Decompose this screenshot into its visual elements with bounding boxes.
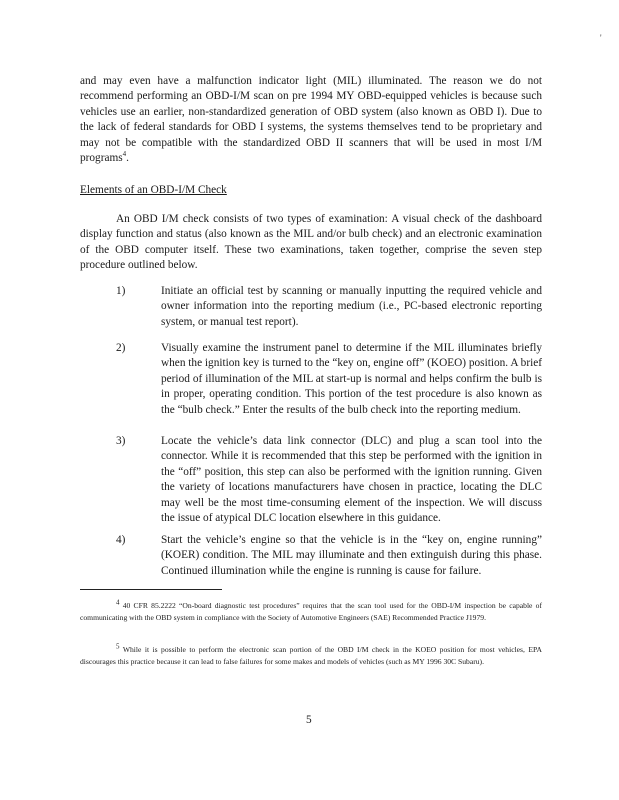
intro-text: and may even have a malfunction indicator light (MIL) illuminated. The reason we do not recommend performing an OBD-I/M scan on pre 1994 MY OBD-equipped vehicles is because such vehicles use an earlier, non-standardized generation of OBD system (also known as OBD I). Due to the lack of federal standards for OBD I systems, the systems themselves tend to be proprietary and may not be compatible with the standardized OBD II scanners that will be used in most I/M programs <box>80 75 542 165</box>
step-4 <box>80 533 542 579</box>
page-number: 5 <box>306 714 312 726</box>
footnote-4 <box>80 600 542 623</box>
step-text: Start the vehicle’s engine so that the vehicle is in the “key on, engine running” (KOER) condition. The MIL may illuminate and then extinguish during this phase. Continued illumination while the engine is running is cause for failure. <box>161 534 542 577</box>
step-text: Initiate an official test by scanning or manually inputting the required vehicle and owner information into the reporting medium (i.e., PC-based electronic reporting system, or manual test report). <box>161 285 542 328</box>
step-text: Locate the vehicle’s data link connector (DLC) and plug a scan tool into the connector. While it is recommended that this step be performed with the ignition in the “off” position, this step can also be performed with the ignition running. Given the variety of locations manufacturers have chosen in practice, locating the DLC may well be the most time-consuming element of the inspection. We will discuss the issue of atypical DLC location elsewhere in this guidance. <box>161 435 542 525</box>
section-heading: Elements of an OBD-I/M Check <box>80 184 227 196</box>
step-number: 3) <box>116 435 126 447</box>
footnote-number: 5 <box>116 642 120 651</box>
intro-paragraph <box>80 74 542 166</box>
footnote-number: 4 <box>116 598 120 607</box>
footnote-5 <box>80 644 542 667</box>
footnote-divider <box>80 589 222 590</box>
step-1 <box>80 284 542 330</box>
corner-mark: ' <box>600 33 602 43</box>
step-number: 4) <box>116 534 126 546</box>
footnote-text: 40 CFR 85.2222 “On-board diagnostic test procedures” requires that the scan tool used for the OBD-I/M inspection be capable of communicating with the OBD system in compliance with the Society of Automotive Engineers (SAE) Recommended Practice J1979. <box>80 601 542 622</box>
body-paragraph: An OBD I/M check consists of two types of examination: A visual check of the dashboard display function and status (also known as the MIL and/or bulb check) and an electronic examination of the OBD computer itself. These two examinations, taken together, comprise the seven step procedure outlined below. <box>80 213 542 272</box>
step-3 <box>80 434 542 526</box>
intro-end: . <box>126 152 129 165</box>
footnote-ref-4[interactable]: 4 <box>122 150 127 159</box>
step-2 <box>80 341 542 418</box>
step-number: 2) <box>116 342 126 354</box>
footnote-text: While it is possible to perform the electronic scan portion of the OBD I/M check in the KOEO position for most vehicles, EPA discourages this practice because it can lead to false failures for some makes and models of vehicles (such as MY 1996 30C Subaru). <box>80 645 543 666</box>
step-text: Visually examine the instrument panel to determine if the MIL illuminates briefly when the ignition key is turned to the “key on, engine off” (KOEO) position. A brief period of illumination of the MIL at start-up is normal and helps confirm the bulb is in proper, operating condition. This portion of the test procedure is also known as the “bulb check.” Enter the results of the bulb check into the reporting medium. <box>161 342 542 416</box>
step-number: 1) <box>116 285 126 297</box>
